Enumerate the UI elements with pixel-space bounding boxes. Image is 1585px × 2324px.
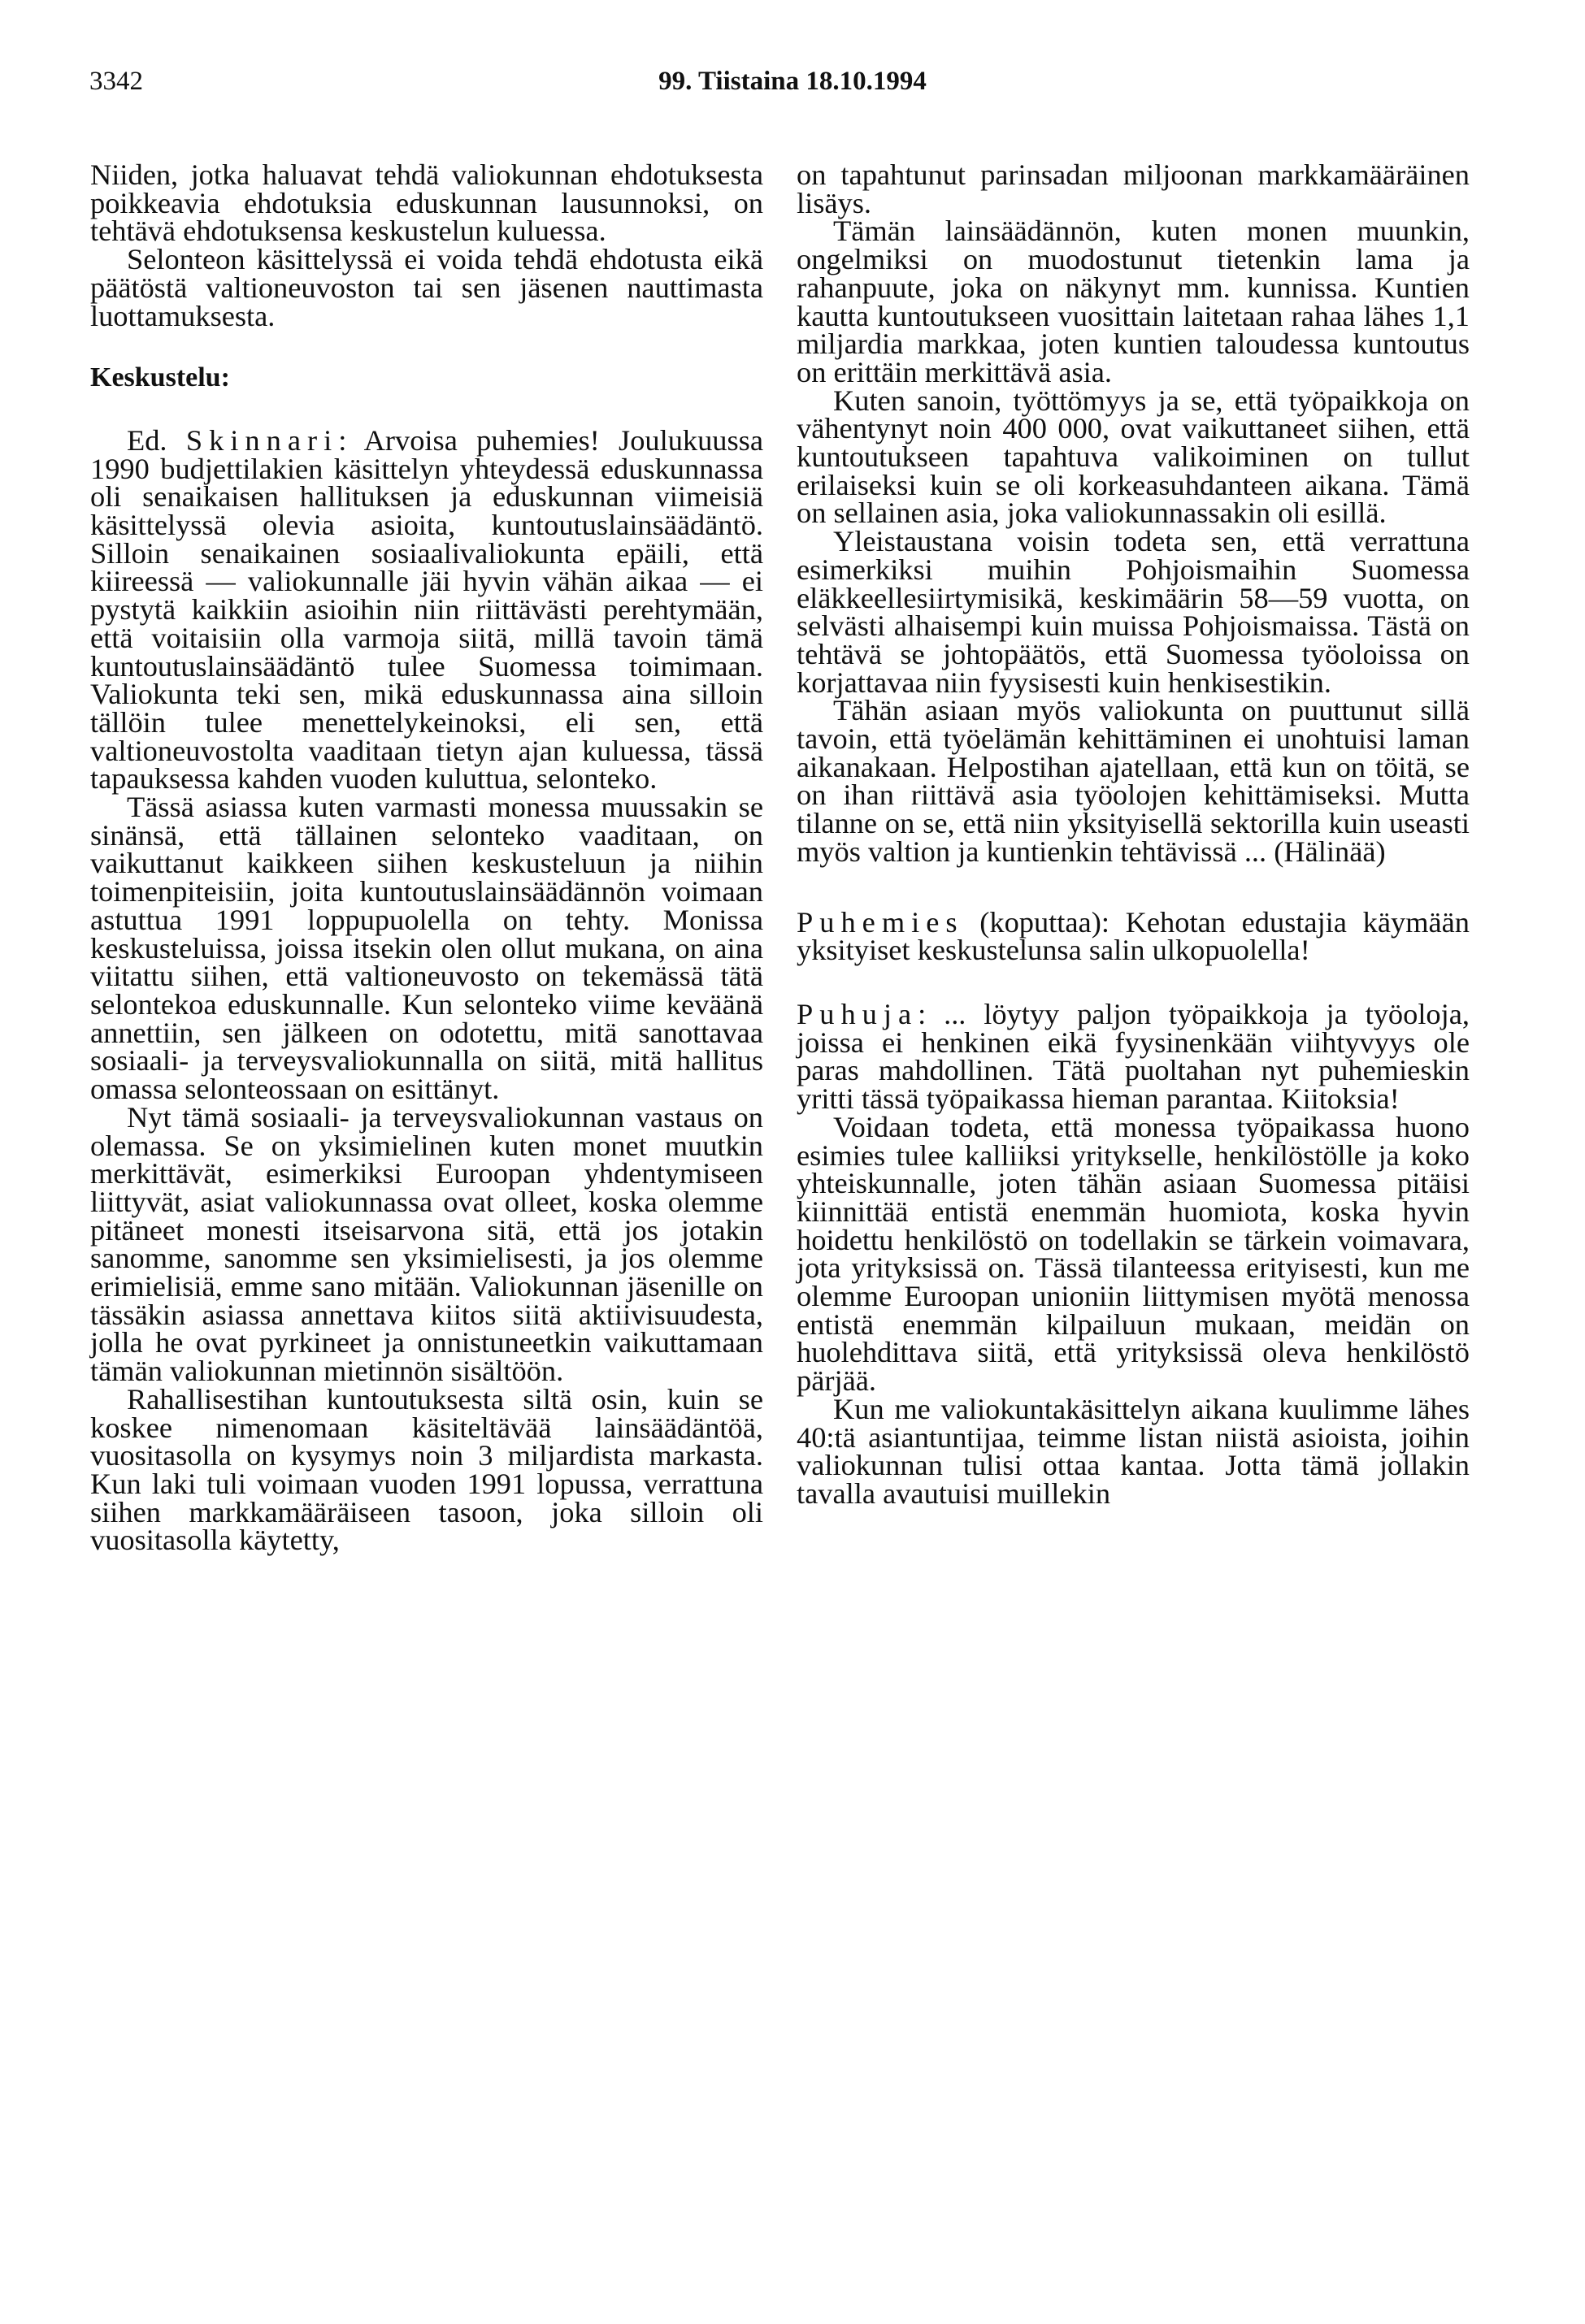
paragraph: Yleistaustana voisin todeta sen, että verrattuna esimerkiksi muihin Pohjoismaihin Suomessa eläkkeellesiirtymisikä, keskimäärin 58—59 vuotta, on selvästi alhaisempi kuin muissa Pohjoismaissa. Tästä on tehtävä se johtopäätös, että Suomessa työoloissa on korjattavaa niin fyysisesti kuin henkisestikin.: [797, 525, 1470, 699]
paragraph: Nyt tämä sosiaali- ja terveysvaliokunnan vastaus on olemassa. Se on yksimielinen kuten monet muutkin merkittävät, esimerkiksi Euroopan yhdentymiseen liittyvät, asiat valiokunnassa ovat olleet, koska olemme pitäneet monesti itseisarvona sitä, että jos jotakin sanomme, sanomme sen yksimielisesti, ja jos olemme erimielisiä, emme sano mitään. Valiokunnan jäsenille on tässäkin asiassa annettava kiitos siitä aktiivisuudesta, jolla he ovat pyrkineet ja onnistuneetkin vaikuttamaan tämän valiokunnan mietinnön sisältöön.: [90, 1100, 763, 1388]
paragraph: Niiden, jotka haluavat tehdä valiokunnan ehdotuksesta poikkeavia ehdotuksia eduskunnan lausunnoksi, on tehtävä ehdotuksensa keskustelun kuluessa.: [90, 158, 763, 248]
speech-text: : Arvoisa puhemies! Joulukuussa 1990 budjettilakien käsittelyn yhteydessä eduskunnassa oli senaikaisen hallituksen ja eduskunnan viimeisiä käsittelyssä olevia asioita, kuntoutuslainsäädäntö. Silloin senaikainen sosiaalivaliokunta epäili, että kiireessä — valiokunnalle jäi hyvin vähän aikaa — ei pystytä kaikkiin asioihin niin riittävästi perehtymään, että voitaisiin olla varmoja siitä, millä tavoin tämä kuntoutuslainsäädäntö tulee Suomessa toimimaan. Valiokunta teki sen, mikä eduskunnassa aina silloin tällöin tulee menettelykeinoksi, eli sen, että valtioneuvostolta vaaditaan tietyn ajan kuluessa, tässä tapauksessa kahden vuoden kuluttua, selonteko.: [90, 423, 763, 796]
paragraph: Voidaan todeta, että monessa työpaikassa huono esimies tulee kalliiksi yritykselle, henkilöstölle ja koko yhteiskunnalle, joten tähän asiaan Suomessa pitäisi kiinnittää entistä enemmän huomiota, koska hyvin hoidettu henkilöstö on todellakin se tärkein voimavara, jota yrityksissä on. Tässä tilanteessa erityisesti, kun me olemme Euroopan unioniin liittymisen myötä menossa entistä enemmän kilpailuun mukaan, meidän on huolehdittava siitä, että yrityksissä oleva henkilöstö pärjää.: [797, 1110, 1470, 1398]
page-header: [89, 67, 1496, 107]
paragraph: Rahallisestihan kuntoutuksesta siltä osin, kuin se koskee nimenomaan käsiteltävää lainsäädäntöä, vuositasolla on kysymys noin 3 miljardista markasta. Kun laki tuli voimaan vuoden 1991 lopussa, verrattuna siihen markkamääräiseen tasoon, joka silloin oli vuositasolla käytetty,: [90, 1382, 763, 1557]
page-number: 3342: [89, 67, 143, 96]
paragraph: Kun me valiokuntakäsittelyn aikana kuulimme lähes 40:tä asiantuntijaa, teimme listan niistä asioista, joihin valiokunnan tulisi ottaa kantaa. Jotta tämä jollakin tavalla avautuisi muillekin: [797, 1392, 1470, 1510]
left-column: [90, 158, 763, 1557]
speaker-name: Puhuja: [797, 997, 918, 1030]
speech-text: (koputtaa): Kehotan edustajia käymään yksityiset keskustelunsa salin ulkopuolella!: [797, 905, 1470, 967]
speech-text: : ... löytyy paljon työpaikkoja ja työoloja, joissa ei henkinen eikä fyysinenkään viihtyvyys ole paras mahdollinen. Tätä puoltahan nyt puhemieskin yritti tässä työpaikassa hieman parantaa. Kiitoksia!: [797, 997, 1470, 1116]
paragraph: Tässä asiassa kuten varmasti monessa muussakin se sinänsä, että tällainen selonteko vaaditaan, on vaikuttanut kaikkeen siihen keskusteluun ja niihin toimenpiteisiin, joita kuntoutuslainsäädännön voimaan astuttua 1991 loppupuolella on tehty. Monissa keskusteluissa, joissa itsekin olen ollut mukana, on aina viitattu siihen, että valtioneuvosto on tekemässä tätä selontekoa eduskunnalle. Kun selonteko viime keväänä annettiin, sen jälkeen on odotettu, mitä sanottavaa sosiaali- ja terveysvaliokunnalla on siitä, mitä hallitus omassa selonteossaan on esittänyt.: [90, 791, 763, 1106]
paragraph: on tapahtunut parinsadan miljoonan markkamääräinen lisäys.: [797, 158, 1470, 219]
chair-interjection: [797, 905, 1470, 967]
speech-paragraph: [90, 423, 763, 796]
speaker-name: Puhemies: [797, 905, 964, 939]
speaker-name: Skinnari: [185, 423, 339, 457]
paragraph: Tämän lainsäädännön, kuten monen muunkin, ongelmiksi on muodostunut tietenkin lama ja rahanpuute, joka on näkynyt mm. kunnissa. Kuntien kautta kuntoutukseen vuosittain laitetaan rahaa lähes 1,1 miljardia markkaa, joten kuntien taloudessa kuntoutus on erittäin merkittävä asia.: [797, 215, 1470, 388]
session-title: 99. Tiistaina 18.10.1994: [658, 67, 927, 96]
speech-paragraph: [797, 997, 1470, 1116]
speaker-title: Ed.: [127, 423, 167, 457]
right-column: [797, 158, 1470, 1510]
section-heading: Keskustelu:: [90, 362, 230, 393]
paragraph: Kuten sanoin, työttömyys ja se, että työpaikkoja on vähentynyt noin 400 000, ovat vaikuttaneet siihen, että kuntoutukseen tapahtuva valikoiminen on tullut erilaiseksi kuin se oli korkeasuhdanteen aikana. Tämä on sellainen asia, joka valiokunnassakin oli esillä.: [797, 384, 1470, 530]
paragraph: Selonteon käsittelyssä ei voida tehdä ehdotusta eikä päätöstä valtioneuvoston tai sen jäsenen nauttimasta luottamuksesta.: [90, 243, 763, 332]
paragraph: Tähän asiaan myös valiokunta on puuttunut sillä tavoin, että työelämän kehittäminen ei unohtuisi laman aikanakaan. Helpostihan ajatellaan, että kun on töitä, se on ihan riittävä asia työolojen kehittämiseksi. Mutta tilanne on se, että niin yksityisellä sektorilla kuin useasti myös valtion ja kuntienkin tehtävissä ... (Hälinää): [797, 694, 1470, 868]
